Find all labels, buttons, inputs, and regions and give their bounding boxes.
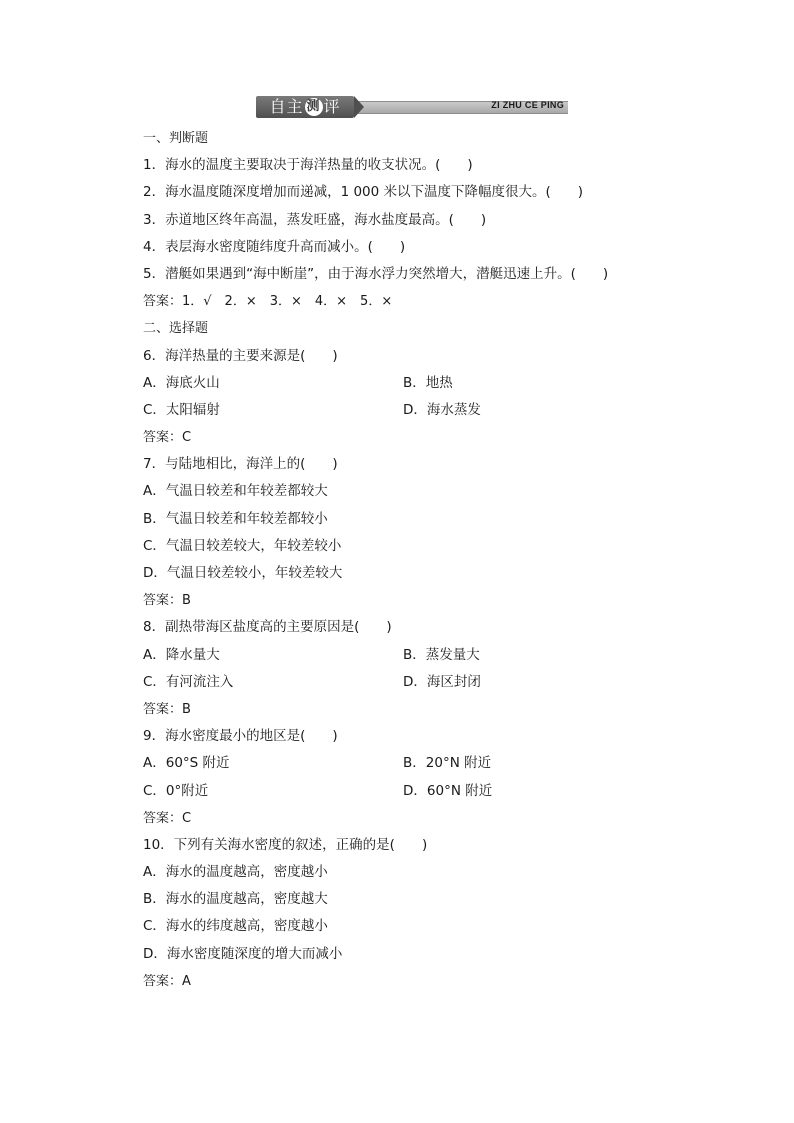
q6-option-c: C．太阳辐射 bbox=[143, 401, 220, 418]
q6-option-b: B．地热 bbox=[403, 374, 453, 391]
q9-options-row2 bbox=[143, 778, 663, 805]
banner-pinyin: ZI ZHU CE PING bbox=[491, 100, 564, 110]
q6-answer: 答案：C bbox=[143, 430, 192, 446]
banner-title-a: 自主 bbox=[269, 97, 304, 116]
q7-option-d: D．气温日较差较小，年较差较大 bbox=[143, 565, 343, 581]
q9-options-row1 bbox=[143, 750, 663, 777]
q7-option-a: A．气温日较差和年较差都较大 bbox=[143, 483, 328, 500]
judge-q4: 4．表层海水密度随纬度升高而减小。( ) bbox=[143, 238, 406, 255]
q10-option-b: B．海水的温度越高，密度越大 bbox=[143, 891, 328, 908]
banner-title-ce: 测 bbox=[306, 99, 321, 114]
q6-option-a: A．海底火山 bbox=[143, 374, 220, 391]
judge-q3: 3．赤道地区终年高温，蒸发旺盛，海水盐度最高。( ) bbox=[143, 211, 487, 228]
q7-answer: 答案：B bbox=[143, 593, 191, 609]
q8-option-b: B．蒸发量大 bbox=[403, 646, 480, 663]
banner-title bbox=[256, 96, 354, 118]
section-title-choice: 二、选择题 bbox=[143, 321, 209, 337]
q6-options-row1 bbox=[143, 370, 663, 397]
q10-option-a: A．海水的温度越高，密度越小 bbox=[143, 864, 328, 881]
section-banner bbox=[256, 96, 568, 118]
q9-answer: 答案：C bbox=[143, 810, 192, 826]
q9-option-b: B．20°N 附近 bbox=[403, 755, 492, 772]
q8-answer: 答案：B bbox=[143, 701, 191, 717]
q8-option-d: D．海区封闭 bbox=[403, 673, 481, 690]
q8-option-c: C．有河流注入 bbox=[143, 673, 234, 690]
judge-q5: 5．潜艇如果遇到“海中断崖”，由于海水浮力突然增大，潜艇迅速上升。( ) bbox=[143, 265, 609, 282]
q9-stem: 9．海水密度最小的地区是( ) bbox=[143, 728, 338, 745]
judge-q1: 1．海水的温度主要取决于海洋热量的收支状况。( ) bbox=[143, 157, 473, 174]
q9-option-a: A．60°S 附近 bbox=[143, 755, 230, 772]
q10-option-c: C．海水的纬度越高，密度越小 bbox=[143, 918, 328, 935]
judge-answer: 答案：1．√ 2．× 3．× 4．× 5．× bbox=[143, 294, 393, 310]
q6-stem: 6．海洋热量的主要来源是( ) bbox=[143, 347, 338, 364]
exercise-content bbox=[143, 125, 663, 995]
banner-title-b: 评 bbox=[323, 97, 341, 116]
q6-options-row2 bbox=[143, 397, 663, 424]
q10-option-d: D．海水密度随深度的增大而减小 bbox=[143, 945, 343, 962]
q9-option-c: C．0°附近 bbox=[143, 782, 209, 799]
q8-options-row1 bbox=[143, 642, 663, 669]
judge-q2: 2．海水温度随深度增加而递减，1 000 米以下温度下降幅度很大。( ) bbox=[143, 184, 584, 201]
banner-slant bbox=[354, 96, 364, 118]
q8-options-row2 bbox=[143, 669, 663, 696]
q7-option-b: B．气温日较差和年较差都较小 bbox=[143, 510, 328, 527]
q8-stem: 8．副热带海区盐度高的主要原因是( ) bbox=[143, 619, 392, 636]
q8-option-a: A．降水量大 bbox=[143, 646, 220, 663]
q7-option-c: C．气温日较差较大，年较差较小 bbox=[143, 537, 342, 554]
q10-answer: 答案：A bbox=[143, 973, 191, 989]
q9-option-d: D．60°N 附近 bbox=[403, 782, 493, 799]
q6-option-d: D．海水蒸发 bbox=[403, 401, 481, 418]
q10-stem: 10．下列有关海水密度的叙述，正确的是( ) bbox=[143, 836, 428, 853]
q7-stem: 7．与陆地相比，海洋上的( ) bbox=[143, 456, 338, 473]
section-title-judge: 一、判断题 bbox=[143, 131, 209, 146]
